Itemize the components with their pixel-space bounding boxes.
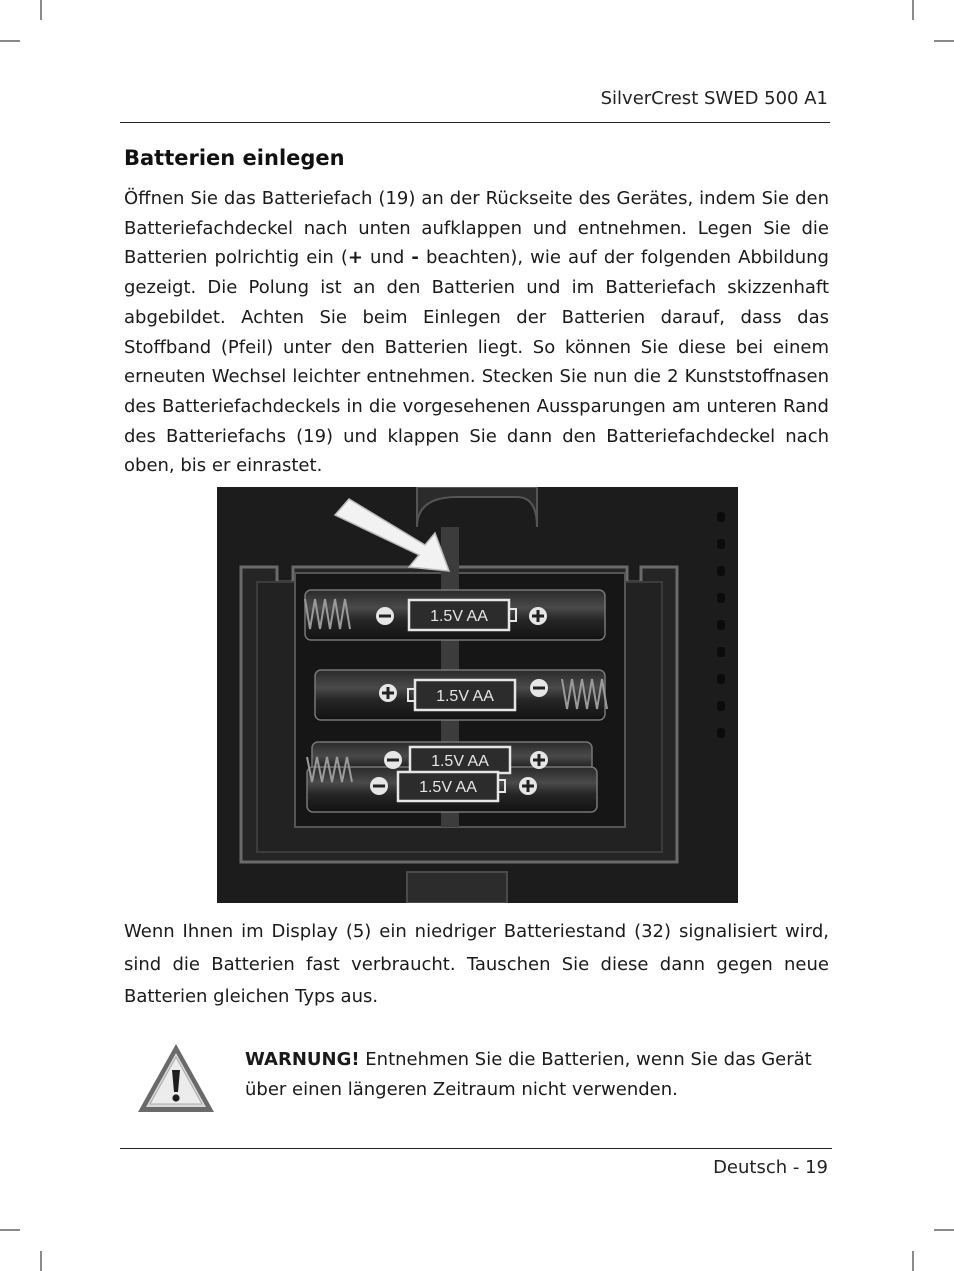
battery-compartment-photo	[217, 487, 738, 903]
header-title: SilverCrest SWED 500 A1	[600, 88, 828, 109]
plus-symbol: +	[347, 247, 363, 269]
battery-label-4	[398, 772, 505, 801]
crop-mark	[0, 40, 20, 42]
battery-label-2	[408, 680, 515, 710]
page-footer	[120, 1148, 832, 1178]
warning-message: Entnehmen Sie die Batterien, wenn Sie das Gerät über einen längeren Zeitraum nicht verwenden.	[245, 1049, 812, 1100]
crop-mark	[40, 1251, 42, 1271]
page-number: Deutsch - 19	[713, 1157, 828, 1178]
battery-label-3	[410, 747, 510, 773]
battery-label-1	[409, 600, 516, 630]
crop-mark	[912, 1251, 914, 1271]
warning-triangle-icon	[136, 1042, 216, 1114]
section-heading: Batterien einlegen	[124, 146, 345, 170]
crop-mark	[934, 1229, 954, 1231]
low-battery-paragraph: Wenn Ihnen im Display (5) ein niedriger Batteriestand (32) signalisiert wird, sind die Batterien fast verbraucht. Tauschen Sie diese dann gegen neue Batterien gleichen Typs aus.	[124, 921, 829, 1007]
para1-text-1: Öffnen Sie das Batteriefach (19) an der Rückseite des Gerätes, indem Sie den Batteriefachdeckel nach unten aufklappen und entnehmen. Legen Sie die Batterien polrichtig ein (	[124, 188, 829, 269]
page-header	[120, 86, 830, 123]
instruction-paragraph	[124, 184, 829, 481]
battery-label-text: 1.5V AA	[430, 608, 488, 625]
crop-mark	[0, 1229, 20, 1231]
battery-label-text: 1.5V AA	[436, 688, 494, 705]
minus-symbol: -	[411, 247, 419, 269]
crop-mark	[912, 0, 914, 20]
battery-label-text: 1.5V AA	[419, 779, 477, 796]
crop-mark	[934, 40, 954, 42]
para1-text-2: und	[362, 247, 412, 269]
para1-text-3: beachten), wie auf der folgenden Abbildung gezeigt. Die Polung ist an den Batterien und im Batteriefach skizzenhaft abgebildet. Achten Sie beim Einlegen der Batterien darauf, dass das Stoffband (Pfeil) unter den Batterien liegt. So können Sie diese bei einem erneuten Wechsel leichter entnehmen. Stecken Sie nun die 2 Kunststoffnasen des Batteriefachdeckels in die vorgesehenen Aussparungen am unteren Rand des Batteriefachs (19) und klappen Sie dann den Batteriefachdeckel nach oben, bis er einrastet.	[124, 247, 829, 477]
warning-text	[245, 1045, 835, 1105]
crop-mark	[40, 0, 42, 20]
warning-label: WARNUNG!	[245, 1049, 360, 1070]
battery-label-text: 1.5V AA	[431, 753, 489, 770]
